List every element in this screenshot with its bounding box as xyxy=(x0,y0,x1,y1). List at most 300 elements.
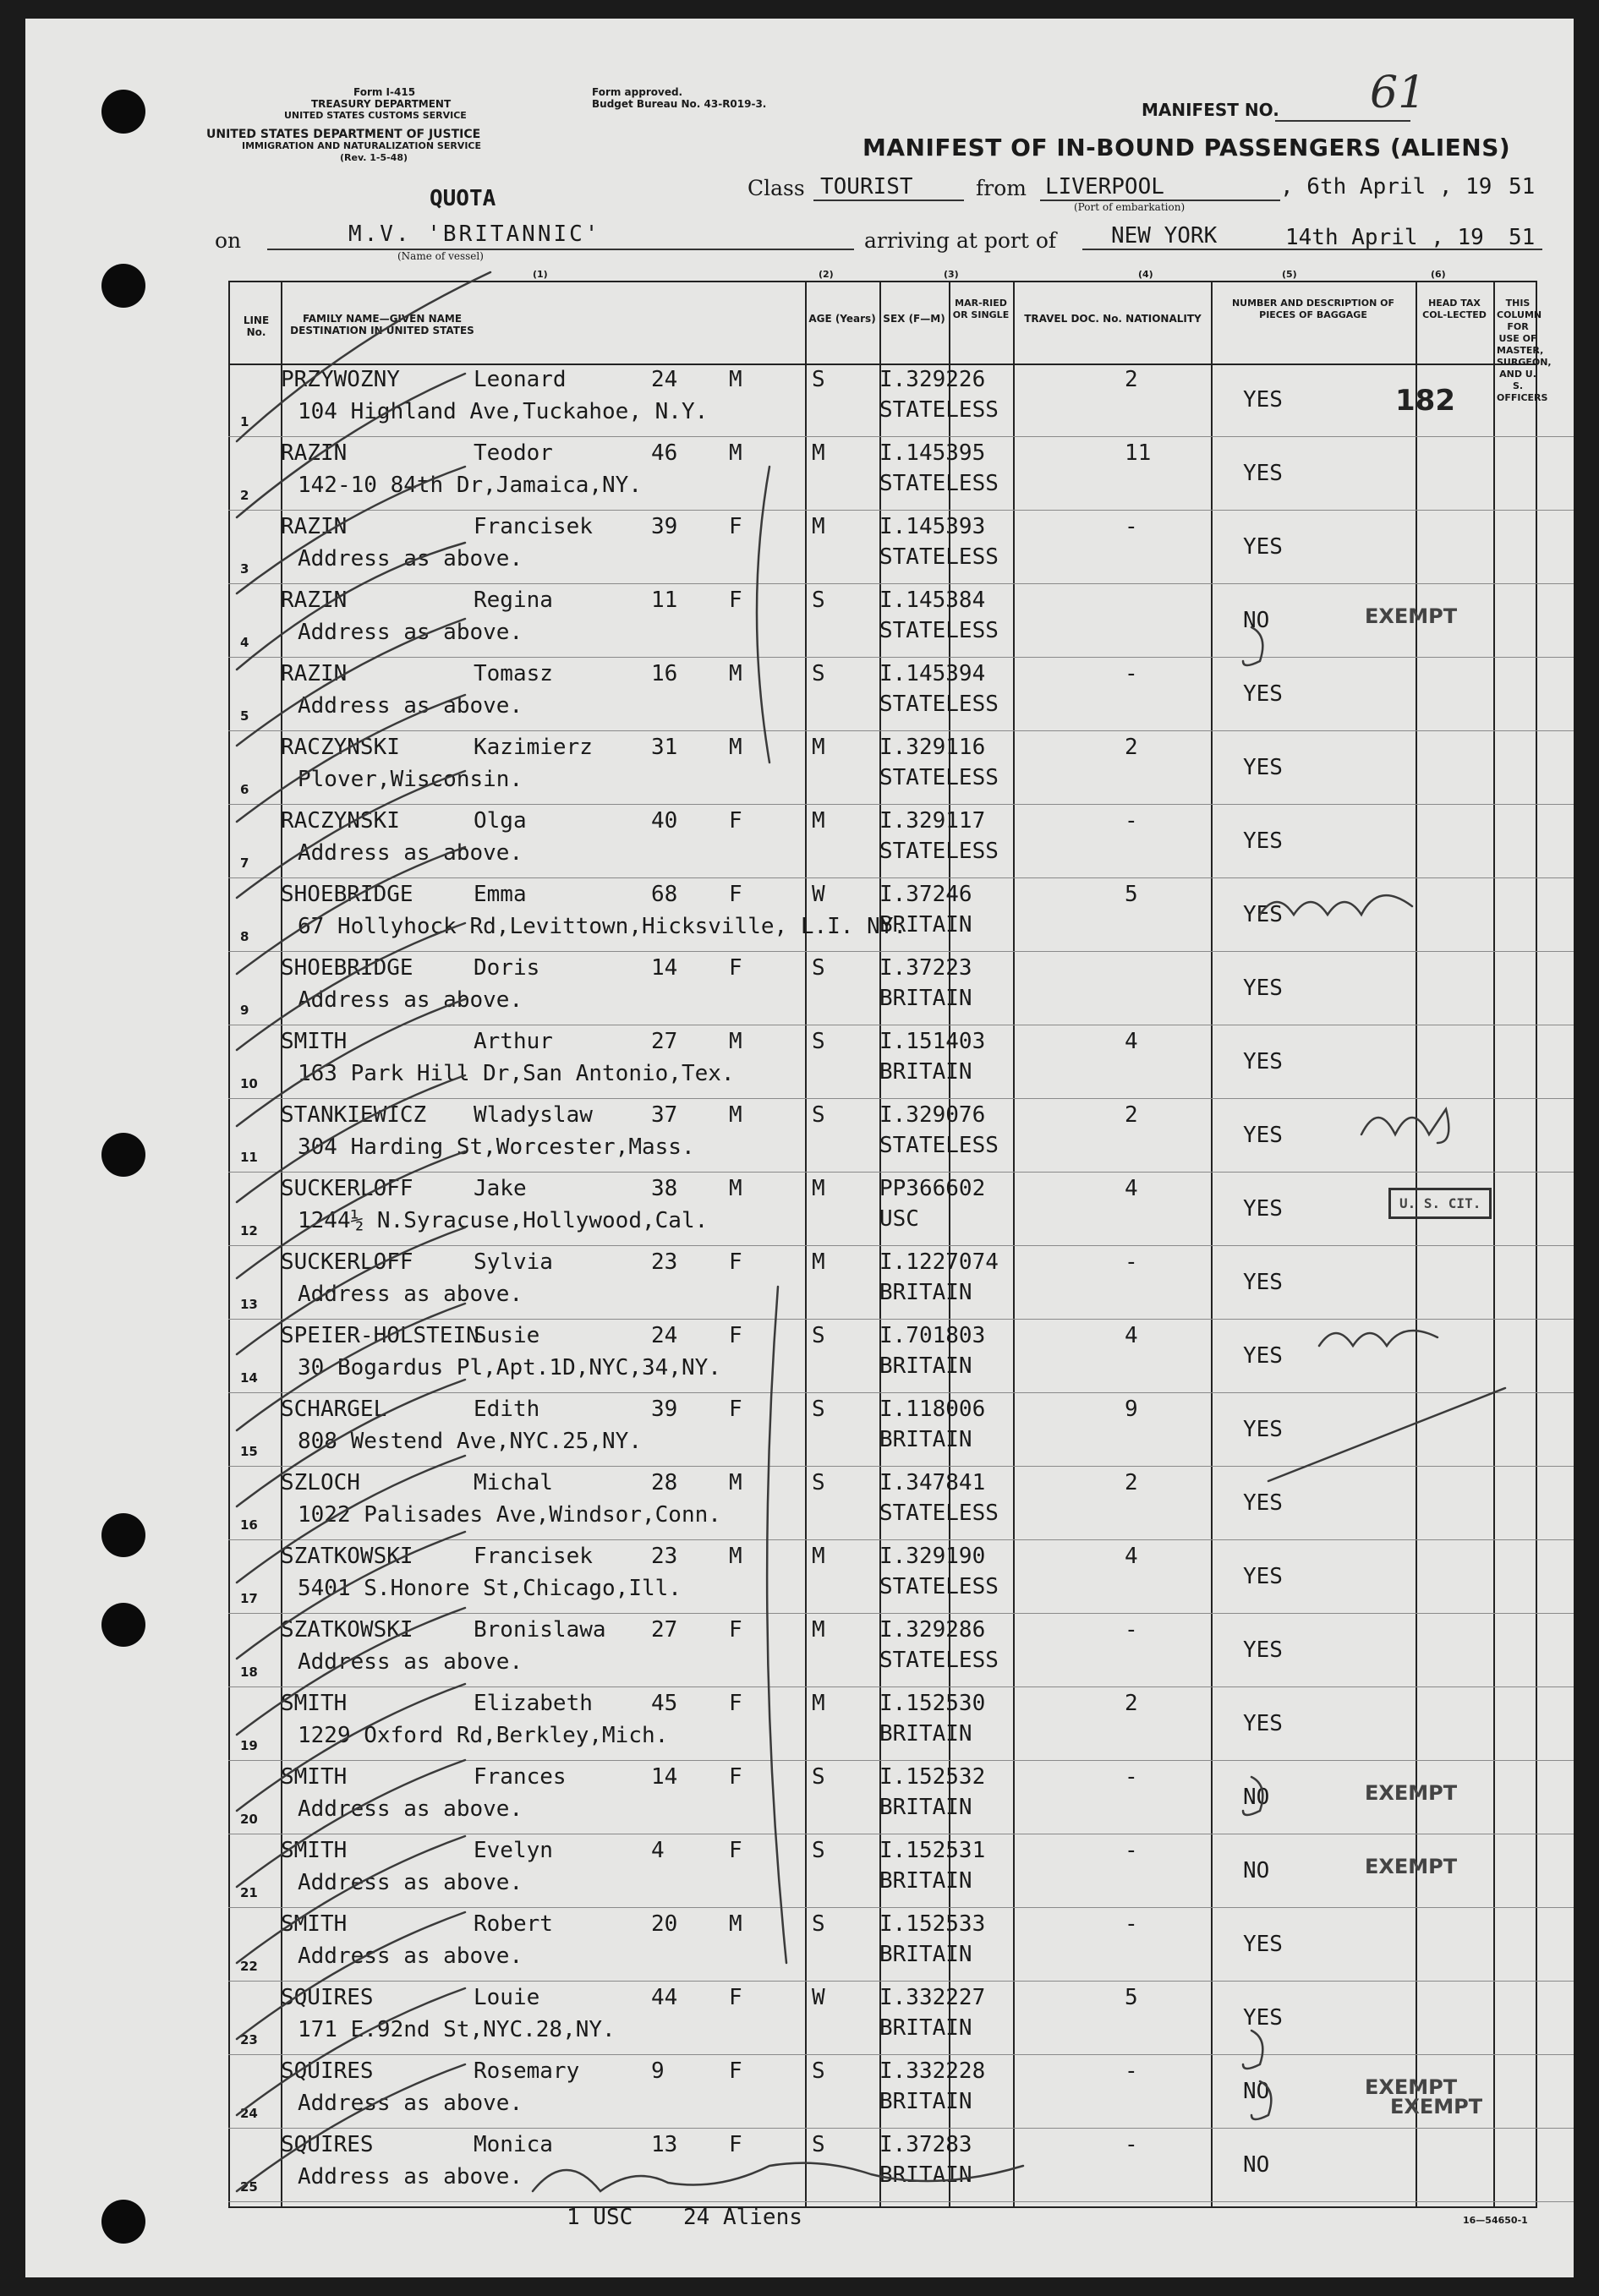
baggage-count: 5 xyxy=(1125,1985,1138,2010)
header-sex: SEX (F—M) xyxy=(883,313,945,325)
destination-address: Address as above. xyxy=(298,2164,523,2189)
age: 27 xyxy=(651,1617,678,1643)
officer-stamp: 182 xyxy=(1395,384,1455,418)
head-tax-collected: YES xyxy=(1243,1343,1283,1369)
vessel-name: M.V. 'BRITANNIC' xyxy=(348,221,601,247)
marital-status: M xyxy=(812,440,825,466)
print-code: 16—54650-1 xyxy=(1463,2215,1528,2226)
travel-doc-number: I.145384 xyxy=(879,588,986,613)
destination-address: 808 Westend Ave,NYC.25,NY. xyxy=(298,1429,642,1454)
check-mark-stroke xyxy=(237,771,465,898)
baggage-count: - xyxy=(1125,1249,1138,1275)
port-note: (Port of embarkation) xyxy=(1074,201,1186,213)
officer-initials xyxy=(1361,1109,1448,1143)
sex: M xyxy=(729,735,742,760)
head-tax-collected: YES xyxy=(1243,755,1283,780)
head-tax-collected: YES xyxy=(1243,1564,1283,1589)
line-number: 19 xyxy=(240,1738,258,1753)
col-num-3: (3) xyxy=(944,269,959,280)
age: 44 xyxy=(651,1985,678,2010)
vertical-pencil-stroke xyxy=(767,1287,786,1963)
check-mark-stroke xyxy=(237,1532,465,1659)
check-mark-stroke xyxy=(237,1836,465,1963)
destination-address: Address as above. xyxy=(298,620,523,645)
given-name: Bronislawa xyxy=(474,1617,606,1643)
family-name: SMITH xyxy=(281,1911,348,1937)
check-mark-stroke xyxy=(237,1684,465,1811)
family-name: SMITH xyxy=(281,1838,348,1863)
head-tax-collected: NO xyxy=(1243,2079,1270,2104)
marital-status: S xyxy=(812,955,825,981)
destination-address: 1244½ N.Syracuse,Hollywood,Cal. xyxy=(298,1208,709,1233)
officer-initials xyxy=(1319,1331,1437,1346)
departure-date: , 6th April , 19 xyxy=(1280,174,1492,200)
col-num-1: (1) xyxy=(533,269,548,280)
given-name: Jake xyxy=(474,1176,527,1201)
family-name: SZATKOWSKI xyxy=(281,1617,413,1643)
sex: F xyxy=(729,1397,742,1422)
marital-status: S xyxy=(812,1397,825,1422)
sex: F xyxy=(729,1323,742,1348)
destination-address: Address as above. xyxy=(298,1796,523,1822)
pencil-b xyxy=(1251,2081,1271,2119)
nationality: STATELESS xyxy=(879,397,999,423)
check-mark-stroke xyxy=(237,543,465,670)
marital-status: W xyxy=(812,882,825,907)
given-name: Rosemary xyxy=(474,2058,580,2084)
travel-doc-number: I.37246 xyxy=(879,882,972,907)
nationality: BRITAIN xyxy=(879,1280,972,1305)
line-number: 25 xyxy=(240,2179,258,2195)
sex: M xyxy=(729,1470,742,1495)
line-number: 5 xyxy=(240,708,249,724)
head-tax-collected: YES xyxy=(1243,2005,1283,2031)
header-baggage: NUMBER AND DESCRIPTION OF PIECES OF BAGGAGE xyxy=(1231,298,1395,320)
travel-doc-number: I.151403 xyxy=(879,1029,986,1054)
row-25-exempt: EXEMPT xyxy=(1390,2095,1483,2118)
travel-doc-number: I.37223 xyxy=(879,955,972,981)
family-name: RAZIN xyxy=(281,440,348,466)
nationality: STATELESS xyxy=(879,1133,999,1158)
arrival-date: 14th April , 19 xyxy=(1285,225,1484,250)
head-tax-collected: YES xyxy=(1243,1711,1283,1736)
age: 11 xyxy=(651,588,678,613)
travel-doc-number: I.145395 xyxy=(879,440,986,466)
travel-doc-number: PP366602 xyxy=(879,1176,986,1201)
sex: M xyxy=(729,1911,742,1937)
baggage-count: - xyxy=(1125,1911,1138,1937)
baggage-count: 4 xyxy=(1125,1029,1138,1054)
baggage-count: 5 xyxy=(1125,882,1138,907)
sex: F xyxy=(729,955,742,981)
destination-address: Address as above. xyxy=(298,1282,523,1307)
check-mark-stroke xyxy=(237,999,465,1126)
line-number: 6 xyxy=(240,782,249,797)
dept-immigration: IMMIGRATION AND NATURALIZATION SERVICE xyxy=(242,140,482,151)
given-name: Doris xyxy=(474,955,540,981)
arrival-year: 51 xyxy=(1509,225,1536,250)
family-name: SZATKOWSKI xyxy=(281,1544,413,1569)
head-tax-collected: YES xyxy=(1243,1123,1283,1148)
pencil-b xyxy=(1243,627,1262,665)
officer-initials xyxy=(1260,895,1412,915)
dept-customs: UNITED STATES CUSTOMS SERVICE xyxy=(284,110,467,121)
travel-doc-number: I.329116 xyxy=(879,735,986,760)
age: 38 xyxy=(651,1176,678,1201)
sex: F xyxy=(729,2132,742,2157)
age: 31 xyxy=(651,735,678,760)
marital-status: S xyxy=(812,1911,825,1937)
check-mark-stroke xyxy=(237,2064,465,2191)
header-travel-doc: TRAVEL DOC. No. NATIONALITY xyxy=(1024,313,1202,325)
signature-scrawl xyxy=(533,2163,1023,2191)
line-number: 12 xyxy=(240,1223,258,1238)
age: 39 xyxy=(651,1397,678,1422)
age: 14 xyxy=(651,955,678,981)
age: 23 xyxy=(651,1249,678,1275)
family-name: SQUIRES xyxy=(281,2058,374,2084)
age: 45 xyxy=(651,1691,678,1716)
nationality: STATELESS xyxy=(879,544,999,570)
arrival-port: NEW YORK xyxy=(1111,223,1218,249)
check-mark-stroke xyxy=(237,923,465,1050)
given-name: Francisek xyxy=(474,1544,593,1569)
line-number: 20 xyxy=(240,1812,258,1827)
officer-stamp: EXEMPT xyxy=(1365,2075,1458,2099)
line-number: 9 xyxy=(240,1003,249,1018)
travel-doc-number: I.145393 xyxy=(879,514,986,539)
sex: M xyxy=(729,367,742,392)
sex: F xyxy=(729,1617,742,1643)
marital-status: M xyxy=(812,735,825,760)
marital-status: M xyxy=(812,1249,825,1275)
travel-doc-number: I.37283 xyxy=(879,2132,972,2157)
sex: F xyxy=(729,808,742,834)
line-number: 4 xyxy=(240,635,249,650)
line-number: 1 xyxy=(240,414,249,429)
given-name: Evelyn xyxy=(474,1838,553,1863)
family-name: STANKIEWICZ xyxy=(281,1102,427,1128)
given-name: Edith xyxy=(474,1397,540,1422)
sex: F xyxy=(729,1691,742,1716)
travel-doc-number: I.332228 xyxy=(879,2058,986,2084)
family-name: SUCKERLOFF xyxy=(281,1249,413,1275)
col-num-5: (5) xyxy=(1282,269,1297,280)
sex: M xyxy=(729,661,742,686)
budget-bureau: Budget Bureau No. 43-R019-3. xyxy=(592,98,767,110)
check-mark-stroke xyxy=(237,619,465,746)
baggage-count: 9 xyxy=(1125,1397,1138,1422)
destination-address: 142-10 84th Dr,Jamaica,NY. xyxy=(298,473,642,498)
line-number: 3 xyxy=(240,561,249,577)
baggage-count: - xyxy=(1125,514,1138,539)
travel-doc-number: I.347841 xyxy=(879,1470,986,1495)
check-mark-stroke xyxy=(237,1456,465,1583)
family-name: SQUIRES xyxy=(281,2132,374,2157)
family-name: SMITH xyxy=(281,1764,348,1790)
head-tax-collected: YES xyxy=(1243,1049,1283,1074)
age: 68 xyxy=(651,882,678,907)
baggage-count: 2 xyxy=(1125,1470,1138,1495)
head-tax-collected: YES xyxy=(1243,461,1283,486)
travel-doc-number: I.329117 xyxy=(879,808,986,834)
line-number: 24 xyxy=(240,2106,258,2121)
marital-status: S xyxy=(812,588,825,613)
header-married: MAR-RIED OR SINGLE xyxy=(952,298,1010,320)
age: 23 xyxy=(651,1544,678,1569)
given-name: Louie xyxy=(474,1985,540,2010)
marital-status: S xyxy=(812,1102,825,1128)
marital-status: M xyxy=(812,1544,825,1569)
destination-address: Address as above. xyxy=(298,546,523,571)
head-tax-collected: YES xyxy=(1243,1270,1283,1295)
check-mark-stroke xyxy=(237,467,465,593)
nationality: BRITAIN xyxy=(879,1795,972,1820)
check-mark-stroke xyxy=(237,695,465,822)
given-name: Emma xyxy=(474,882,527,907)
given-name: Sylvia xyxy=(474,1249,553,1275)
sex: F xyxy=(729,1764,742,1790)
head-tax-collected: NO xyxy=(1243,1858,1270,1883)
check-mark-stroke xyxy=(237,1608,465,1735)
destination-address: 304 Harding St,Worcester,Mass. xyxy=(298,1134,695,1160)
check-mark-stroke xyxy=(237,847,465,974)
family-name: RACZYNSKI xyxy=(281,808,400,834)
destination-address: Plover,Wisconsin. xyxy=(298,767,523,792)
quota: QUOTA xyxy=(430,186,496,211)
line-number: 22 xyxy=(240,1959,258,1974)
age: 24 xyxy=(651,367,678,392)
line-number: 16 xyxy=(240,1517,258,1533)
marital-status: S xyxy=(812,1323,825,1348)
col-num-2: (2) xyxy=(819,269,834,280)
sex: F xyxy=(729,514,742,539)
class-value: TOURIST xyxy=(820,174,913,200)
nationality: BRITAIN xyxy=(879,1427,972,1452)
sex: M xyxy=(729,1029,742,1054)
head-tax-collected: YES xyxy=(1243,1196,1283,1222)
age: 14 xyxy=(651,1764,678,1790)
baggage-count: - xyxy=(1125,1764,1138,1790)
marital-status: S xyxy=(812,661,825,686)
age: 4 xyxy=(651,1838,665,1863)
line-number: 21 xyxy=(240,1885,258,1900)
check-mark-stroke xyxy=(237,1380,465,1506)
travel-doc-number: I.1227074 xyxy=(879,1249,999,1275)
baggage-count: 4 xyxy=(1125,1323,1138,1348)
baggage-count: 11 xyxy=(1125,440,1152,466)
line-number: 13 xyxy=(240,1297,258,1312)
sex: M xyxy=(729,1102,742,1128)
given-name: Elizabeth xyxy=(474,1691,593,1716)
arriving-label: arriving at port of xyxy=(864,228,1057,253)
travel-doc-number: I.329076 xyxy=(879,1102,986,1128)
head-tax-collected: NO xyxy=(1243,608,1270,633)
marital-status: M xyxy=(812,1691,825,1716)
check-mark-stroke xyxy=(237,1912,465,2039)
line-number: 14 xyxy=(240,1370,258,1386)
family-name: SHOEBRIDGE xyxy=(281,955,413,981)
marital-status: M xyxy=(812,1176,825,1201)
given-name: Robert xyxy=(474,1911,553,1937)
destination-address: Address as above. xyxy=(298,693,523,719)
marital-status: S xyxy=(812,1838,825,1863)
head-tax-collected: YES xyxy=(1243,902,1283,927)
destination-address: 1022 Palisades Ave,Windsor,Conn. xyxy=(298,1502,721,1528)
nationality: STATELESS xyxy=(879,1574,999,1599)
given-name: Arthur xyxy=(474,1029,553,1054)
check-mark-stroke xyxy=(237,1988,465,2115)
line-number: 18 xyxy=(240,1665,258,1680)
pencil-slash xyxy=(1268,1388,1505,1481)
travel-doc-number: I.332227 xyxy=(879,1985,986,2010)
head-tax-collected: YES xyxy=(1243,828,1283,854)
nationality: BRITAIN xyxy=(879,1868,972,1894)
family-name: SCHARGEL xyxy=(281,1397,387,1422)
manifest-title: MANIFEST OF IN-BOUND PASSENGERS (ALIENS) xyxy=(862,134,1511,161)
baggage-count: - xyxy=(1125,2058,1138,2084)
col-num-6: (6) xyxy=(1431,269,1446,280)
nationality: BRITAIN xyxy=(879,1059,972,1085)
destination-address: 163 Park Hill Dr,San Antonio,Tex. xyxy=(298,1061,735,1086)
baggage-count: 4 xyxy=(1125,1544,1138,1569)
head-tax-collected: YES xyxy=(1243,976,1283,1001)
baggage-count: 2 xyxy=(1125,1691,1138,1716)
head-tax-collected: YES xyxy=(1243,1637,1283,1663)
travel-doc-number: I.152531 xyxy=(879,1838,986,1863)
vessel-note: (Name of vessel) xyxy=(397,250,484,262)
class-label: Class xyxy=(747,176,805,200)
dept-justice: UNITED STATES DEPARTMENT OF JUSTICE xyxy=(206,128,481,141)
sex: F xyxy=(729,2058,742,2084)
nationality: STATELESS xyxy=(879,1501,999,1526)
nationality: BRITAIN xyxy=(879,2015,972,2041)
travel-doc-number: I.152532 xyxy=(879,1764,986,1790)
age: 13 xyxy=(651,2132,678,2157)
on-label: on xyxy=(215,228,242,253)
baggage-count: 2 xyxy=(1125,367,1138,392)
nationality: BRITAIN xyxy=(879,2162,972,2188)
family-name: SHOEBRIDGE xyxy=(281,882,413,907)
manifest-number-label: MANIFEST NO. xyxy=(1142,100,1279,120)
nationality: STATELESS xyxy=(879,1648,999,1673)
line-number: 8 xyxy=(240,929,249,944)
head-tax-collected: YES xyxy=(1243,534,1283,560)
age: 16 xyxy=(651,661,678,686)
given-name: Susie xyxy=(474,1323,540,1348)
header-officers: THIS COLUMN FOR USE OF MASTER, SURGEON, AND U. S. OFFICERS xyxy=(1497,298,1552,403)
destination-address: Address as above. xyxy=(298,987,523,1013)
nationality: STATELESS xyxy=(879,765,999,790)
departure-year: 51 xyxy=(1509,174,1536,200)
family-name: SMITH xyxy=(281,1691,348,1716)
family-name: RAZIN xyxy=(281,514,348,539)
baggage-count: - xyxy=(1125,661,1138,686)
nationality: BRITAIN xyxy=(879,986,972,1011)
family-name: RACZYNSKI xyxy=(281,735,400,760)
baggage-count: - xyxy=(1125,1617,1138,1643)
nationality: STATELESS xyxy=(879,839,999,864)
destination-address: 67 Hollyhock Rd,Levittown,Hicksville, L.I. NY. xyxy=(298,914,907,939)
given-name: Frances xyxy=(474,1764,567,1790)
travel-doc-number: I.118006 xyxy=(879,1397,986,1422)
given-name: Wladyslaw xyxy=(474,1102,593,1128)
sex: F xyxy=(729,1249,742,1275)
nationality: BRITAIN xyxy=(879,1353,972,1379)
marital-status: S xyxy=(812,1470,825,1495)
head-tax-collected: YES xyxy=(1243,387,1283,413)
manifest-number: 61 xyxy=(1370,68,1427,118)
footer-usc-count: 1 USC xyxy=(567,2205,633,2230)
destination-address: 1229 Oxford Rd,Berkley,Mich. xyxy=(298,1723,669,1748)
given-name: Monica xyxy=(474,2132,553,2157)
header-name: FAMILY NAME—GIVEN NAME DESTINATION IN UNITED STATES xyxy=(290,313,474,336)
travel-doc-number: I.701803 xyxy=(879,1323,986,1348)
baggage-count: - xyxy=(1125,808,1138,834)
baggage-count: - xyxy=(1125,2132,1138,2157)
pencil-b xyxy=(1243,1777,1262,1815)
form-approved: Form approved. xyxy=(592,86,683,98)
marital-status: M xyxy=(812,514,825,539)
age: 27 xyxy=(651,1029,678,1054)
given-name: Leonard xyxy=(474,367,567,392)
head-tax-collected: NO xyxy=(1243,2152,1270,2178)
sex: F xyxy=(729,1985,742,2010)
given-name: Michal xyxy=(474,1470,553,1495)
family-name: SQUIRES xyxy=(281,1985,374,2010)
nationality: STATELESS xyxy=(879,618,999,643)
age: 9 xyxy=(651,2058,665,2084)
age: 20 xyxy=(651,1911,678,1937)
nationality: BRITAIN xyxy=(879,1942,972,1967)
dept-treasury: TREASURY DEPARTMENT xyxy=(311,98,452,110)
header-line-no: LINE No. xyxy=(243,314,270,338)
destination-address: Address as above. xyxy=(298,1943,523,1969)
travel-doc-number: I.329286 xyxy=(879,1617,986,1643)
check-mark-stroke xyxy=(237,1151,465,1278)
footer-alien-count: 24 Aliens xyxy=(683,2205,802,2230)
head-tax-collected: NO xyxy=(1243,1785,1270,1810)
family-name: SUCKERLOFF xyxy=(281,1176,413,1201)
age: 40 xyxy=(651,808,678,834)
nationality: STATELESS xyxy=(879,471,999,496)
family-name: SMITH xyxy=(281,1029,348,1054)
destination-address: 5401 S.Honore St,Chicago,Ill. xyxy=(298,1576,682,1601)
officer-stamp: EXEMPT xyxy=(1365,1781,1458,1805)
travel-doc-number: I.145394 xyxy=(879,661,986,686)
travel-doc-number: I.152530 xyxy=(879,1691,986,1716)
age: 24 xyxy=(651,1323,678,1348)
travel-doc-number: I.329190 xyxy=(879,1544,986,1569)
baggage-count: 2 xyxy=(1125,1102,1138,1128)
destination-address: 104 Highland Ave,Tuckahoe, N.Y. xyxy=(298,399,709,424)
header-head-tax: HEAD TAX COL-LECTED xyxy=(1422,298,1487,320)
destination-address: Address as above. xyxy=(298,2091,523,2116)
col-num-4: (4) xyxy=(1138,269,1153,280)
age: 37 xyxy=(651,1102,678,1128)
baggage-count: 4 xyxy=(1125,1176,1138,1201)
destination-address: 30 Bogardus Pl,Apt.1D,NYC,34,NY. xyxy=(298,1355,721,1380)
nationality: USC xyxy=(879,1206,919,1232)
destination-address: Address as above. xyxy=(298,1649,523,1675)
line-number: 17 xyxy=(240,1591,258,1606)
officer-stamp: EXEMPT xyxy=(1365,1855,1458,1878)
check-mark-stroke xyxy=(237,1304,465,1430)
destination-address: 171 E.92nd St,NYC.28,NY. xyxy=(298,2017,616,2042)
travel-doc-number: I.152533 xyxy=(879,1911,986,1937)
family-name: SPEIER-HOLSTEIN xyxy=(281,1323,479,1348)
check-mark-stroke xyxy=(237,1075,465,1202)
